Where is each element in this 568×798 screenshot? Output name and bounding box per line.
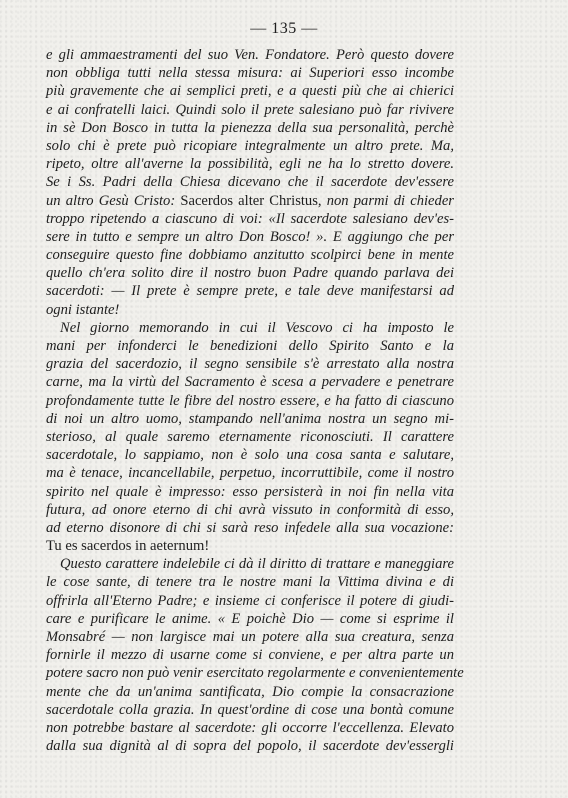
text-line: non obbliga tutti nella stessa misura: ai Superiori esso incombe <box>46 65 454 82</box>
text-line: sterioso, al quale saremo eternamente riconosciuti. Il carattere <box>46 428 454 445</box>
text-line: conseguire questo fine dobbiamo anzitutto scolpirci bene in mente <box>46 247 454 264</box>
text-line: troppo ripetendo a ciascuno di voi: «Il sacerdote salesiano dev'es- <box>46 210 454 227</box>
text-line: e ai confratelli laici. Quindi solo il prete salesiano può far rivivere <box>46 101 454 118</box>
body-text <box>46 46 464 755</box>
text-line: offrirla all'Eterno Padre; e insieme ci conferisce il potere di giudi- <box>46 592 454 609</box>
text-line: profondamente tutte le fibre del nostro essere, e ha fatto di ciascuno <box>46 392 454 409</box>
paragraph-start-line: Nel giorno memorando in cui il Vescovo ci ha imposto le <box>60 319 454 336</box>
text-line: spirito nel quale è impresso: esso persisterà in noi fin nella vita <box>46 483 454 500</box>
text-line: ad eterno disonore di chi si sarà reso infedele alla sua vocazione: <box>46 519 454 536</box>
text-line: sacerdotale, lo sappiamo, non è solo una cosa santa e salutare, <box>46 447 454 464</box>
text-line: carne, ma la virtù del Sacramento è scesa a pervadere e penetrare <box>46 374 454 391</box>
text-line: quello ch'era solito dire il nostro buon Padre quando parlava dei <box>46 265 454 282</box>
latin-quote: Sacerdos alter Christus <box>180 192 318 209</box>
text-line: mente che da un'anima santificata, Dio compie la consacrazione <box>46 683 454 700</box>
text-line: più gravemente che ai semplici preti, e a questi più che ai chierici <box>46 83 454 100</box>
text-line: ogni istante! <box>46 301 120 318</box>
text-line: ripeto, oltre all'averne la possibilità, egli ne ha lo stretto dovere. <box>46 156 454 173</box>
latin-quote: Tu es sacerdos in aeternum! <box>46 538 210 555</box>
text-line: e gli ammaestramenti del suo Ven. Fondatore. Però questo dovere <box>46 47 454 63</box>
text-line: le cose sante, di tenere tra le nostre mani la Vittima divina e di <box>46 574 454 591</box>
text-line: di noi un altro uomo, stampando nell'anima nostra un segno mi- <box>46 410 454 427</box>
text-line-italic-part: un altro Gesù Cristo: <box>46 192 181 209</box>
text-line: Se i Ss. Padri della Chiesa dicevano che il sacerdote dev'essere <box>46 174 454 191</box>
text-line: care e purificare le anime. « E poichè Dio — come si esprime il <box>46 610 454 627</box>
paragraph-start-line: Questo carattere indelebile ci dà il diritto di trattare e maneggiare <box>60 556 454 573</box>
text-line: ma è tenace, incancellabile, perpetuo, incorruttibile, come il nostro <box>46 465 454 482</box>
text-line: non potrebbe bastare al sacerdote: gli occorre l'eccellenza. Elevato <box>46 719 454 736</box>
text-line: grazia del sacerdozio, il segno sensibile s'è arrestato alla nostra <box>46 356 454 373</box>
text-line-italic-part: , non parmi di chieder <box>317 192 454 209</box>
page-number: — 135 — <box>250 20 318 37</box>
text-line: futura, ad onore eterno di chi avrà vissuto in conformità di esso, <box>46 501 454 518</box>
text-line <box>46 192 454 210</box>
text-line: Monsabré — non largisce mai un potere alla sua creatura, senza <box>46 629 454 645</box>
text-line: dalla sua dignità al di sopra del popolo, il sacerdote dev'essergli <box>46 738 454 755</box>
text-line: mani per infonderci le benedizioni dello Spirito Santo e la <box>46 338 454 354</box>
text-line: sacerdotale colla grazia. In quest'ordine di cose una bontà comune <box>46 701 454 718</box>
text-line: in sè Don Bosco in tutta la pienezza della sua personalità, perchè <box>46 119 454 136</box>
text-line: solo chi è prete può ricopiare integralmente un altro prete. Ma, <box>46 137 454 154</box>
text-line: fornirle il mezzo di usarne come si conviene, e per altra parte un <box>46 647 454 664</box>
text-line: potere sacro non può venir esercitato regolarmente e convenientemente <box>46 665 464 682</box>
latin-quote-line <box>46 537 454 555</box>
text-line: sere in tutto e sempre un altro Don Bosco! ». E aggiungo che per <box>46 228 454 245</box>
text-line: sacerdoti: — Il prete è sempre prete, e tale deve manifestarsi ad <box>46 283 454 300</box>
